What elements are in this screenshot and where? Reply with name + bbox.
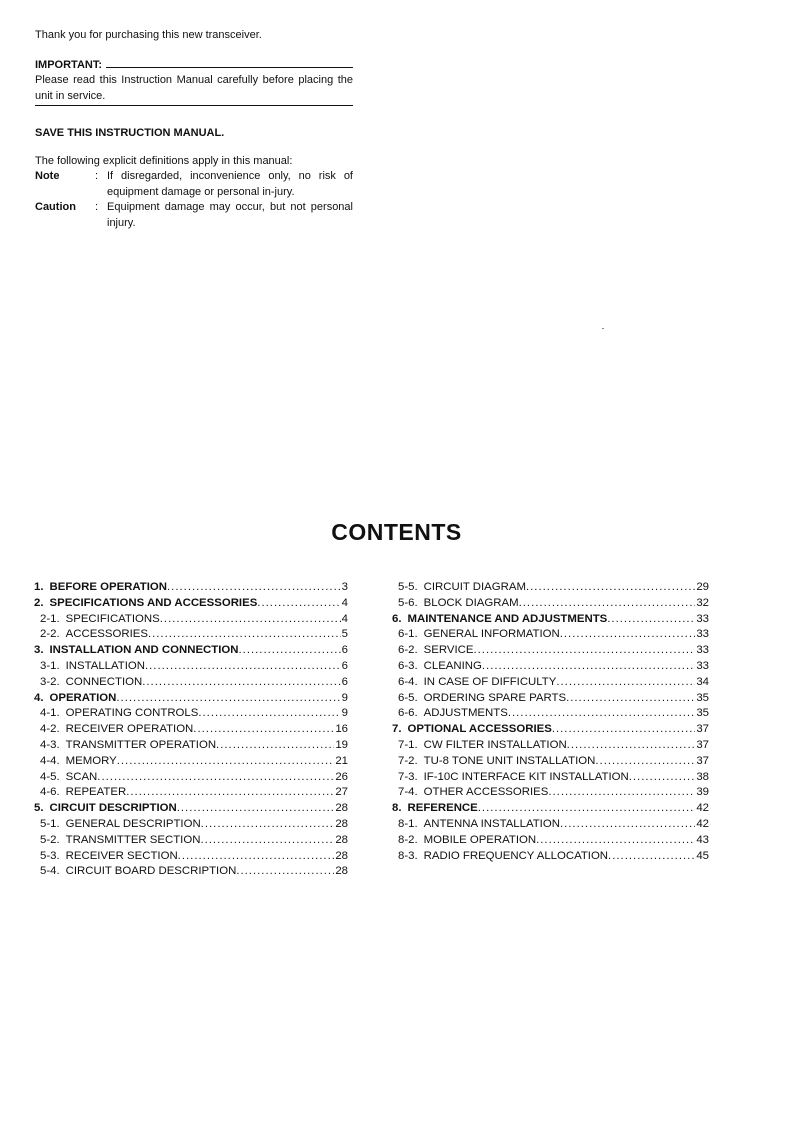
toc-entry-number: 5-3. (40, 849, 60, 862)
toc-entry-page: 28 (335, 817, 348, 830)
toc-entry-label: BLOCK DIAGRAM (423, 596, 519, 609)
toc-entry-page: 35 (696, 707, 709, 720)
toc-entry-label: RECEIVER SECTION (65, 849, 178, 862)
definition-text: If disregarded, inconvenience only, no risk of equipment damage or personal in-jury. (107, 170, 353, 198)
toc-entry-leader (201, 817, 335, 833)
toc-left-column (34, 580, 348, 880)
toc-entry (34, 627, 348, 643)
toc-entry-leader (160, 612, 341, 628)
toc-entry-page: 37 (696, 723, 709, 736)
important-rule (106, 67, 353, 68)
toc-entry (34, 864, 348, 880)
toc-entry-label: CONNECTION (65, 675, 143, 688)
toc-entry-label: CIRCUIT DESCRIPTION (49, 802, 177, 815)
toc-entry-label: TU-8 TONE UNIT INSTALLATION (423, 754, 596, 767)
toc-entry-page: 6 (341, 659, 348, 672)
toc-entry-page: 32 (696, 596, 709, 609)
toc-entry (34, 817, 348, 833)
toc-entry-number: 5-1. (40, 817, 60, 830)
toc-entry (392, 596, 709, 612)
toc-entry (34, 596, 348, 612)
toc-entry-page: 9 (341, 691, 348, 704)
toc-entry-leader (97, 770, 334, 786)
toc-entry-leader (595, 754, 695, 770)
toc-entry (34, 691, 348, 707)
toc-entry-page: 38 (696, 770, 709, 783)
toc-entry-number: 6-4. (398, 675, 418, 688)
toc-entry-leader (478, 801, 696, 817)
toc-entry-page: 16 (335, 723, 348, 736)
toc-entry-number: 7-3. (398, 770, 418, 783)
definition-term: Note (35, 170, 60, 182)
toc-entry (392, 801, 709, 817)
toc-entry-label: TRANSMITTER SECTION (65, 833, 201, 846)
toc-entry-label: MAINTENANCE AND ADJUSTMENTS (407, 612, 608, 625)
toc-entry-leader (198, 706, 340, 722)
toc-entry-label: ACCESSORIES (65, 628, 148, 641)
toc-entry-page: 19 (335, 738, 348, 751)
definition-colon: : (95, 170, 99, 182)
toc-entry-page: 39 (696, 786, 709, 799)
toc-entry-page: 28 (335, 849, 348, 862)
toc-entry (34, 643, 348, 659)
toc-entry-leader (526, 580, 695, 596)
toc-entry-number: 8-2. (398, 833, 418, 846)
toc-entry-page: 28 (335, 802, 348, 815)
toc-entry-leader (519, 596, 696, 612)
toc-entry-page: 43 (696, 833, 709, 846)
toc-entry (34, 801, 348, 817)
toc-entry-leader (236, 864, 334, 880)
toc-entry (392, 612, 709, 628)
toc-entry-number: 4-3. (40, 738, 60, 751)
toc-entry-label: ORDERING SPARE PARTS (423, 691, 567, 704)
contents-title: CONTENTS (331, 519, 462, 545)
definition-term: Caution (35, 201, 76, 213)
toc-entry-page: 33 (696, 659, 709, 672)
toc-entry-leader (148, 627, 341, 643)
toc-entry-leader (560, 627, 696, 643)
definition-caution (35, 200, 353, 231)
toc-entry-label: IF-10C INTERFACE KIT INSTALLATION (423, 770, 629, 783)
toc-entry (392, 722, 709, 738)
toc-entry-page: 4 (341, 596, 348, 609)
toc-entry-number: 6-6. (398, 707, 418, 720)
toc-entry-label: RECEIVER OPERATION (65, 723, 194, 736)
definition-text: Equipment damage may occur, but not personal injury. (107, 201, 353, 229)
toc-entry (392, 580, 709, 596)
toc-entry-leader (216, 738, 334, 754)
intro-section (35, 28, 353, 231)
toc-entry-leader (116, 691, 340, 707)
toc-entry-page: 4 (341, 612, 348, 625)
toc-entry-page: 42 (696, 802, 709, 815)
scan-speck (602, 328, 604, 329)
toc-entry-leader (117, 754, 335, 770)
toc-entry-number: 4-6. (40, 786, 60, 799)
toc-entry (34, 659, 348, 675)
toc-entry-number: 6-5. (398, 691, 418, 704)
toc-entry-label: SCAN (65, 770, 98, 783)
toc-entry-label: RADIO FREQUENCY ALLOCATION (423, 849, 609, 862)
toc-entry-number: 2. (34, 596, 44, 609)
toc-entry-label: OTHER ACCESSORIES (423, 786, 549, 799)
toc-entry-number: 7-4. (398, 786, 418, 799)
toc-entry-leader (556, 675, 695, 691)
toc-entry-label: OPTIONAL ACCESSORIES (407, 723, 552, 736)
toc-entry-number: 7-2. (398, 754, 418, 767)
thank-you-text: Thank you for purchasing this new transceiver. (35, 29, 262, 41)
toc-entry-number: 4-4. (40, 754, 60, 767)
toc-entry-page: 33 (696, 612, 709, 625)
toc-entry-page: 37 (696, 754, 709, 767)
toc-entry-leader (167, 580, 341, 596)
toc-entry (392, 770, 709, 786)
toc-entry-page: 29 (696, 581, 709, 593)
toc-entry-number: 2-2. (40, 628, 60, 641)
toc-entry-number: 5-6. (398, 596, 418, 609)
toc-entry (34, 849, 348, 865)
toc-entry-page: 27 (335, 786, 348, 799)
definitions-intro: The following explicit definitions apply in this manual: (35, 154, 293, 167)
toc-entry (392, 754, 709, 770)
toc-entry-number: 6. (392, 612, 402, 625)
toc-entry-leader (177, 801, 335, 817)
toc-entry-leader (257, 596, 340, 612)
toc-entry-label: CIRCUIT BOARD DESCRIPTION (65, 865, 237, 878)
toc-entry (392, 817, 709, 833)
toc-entry-number: 4-2. (40, 723, 60, 736)
toc-entry-label: INSTALLATION AND CONNECTION (49, 644, 239, 657)
toc-entry (34, 754, 348, 770)
toc-entry-page: 9 (341, 707, 348, 720)
toc-entry-page: 21 (335, 754, 348, 767)
toc-entry (34, 785, 348, 801)
toc-entry-label: CLEANING (423, 659, 482, 672)
toc-entry-leader (238, 643, 340, 659)
toc-right-column (392, 580, 709, 864)
toc-entry-page: 37 (696, 738, 709, 751)
toc-entry-leader (629, 770, 696, 786)
toc-entry-number: 8. (392, 802, 402, 815)
toc-entry-number: 3. (34, 644, 44, 657)
toc-entry-page: 3 (341, 581, 348, 593)
toc-entry-number: 3-1. (40, 659, 60, 672)
toc-entry-label: CW FILTER INSTALLATION (423, 738, 567, 751)
toc-entry-leader (548, 785, 695, 801)
important-label: IMPORTANT: (35, 58, 103, 71)
toc-entry (392, 706, 709, 722)
toc-entry-number: 5. (34, 802, 44, 815)
toc-entry-number: 1. (34, 581, 44, 593)
toc-entry-label: TRANSMITTER OPERATION (65, 738, 217, 751)
toc-entry-number: 3-2. (40, 675, 60, 688)
toc-entry-leader (552, 722, 696, 738)
toc-entry-label: SPECIFICATIONS (65, 612, 160, 625)
toc-entry-page: 5 (341, 628, 348, 641)
toc-entry-number: 4-1. (40, 707, 60, 720)
toc-entry (34, 722, 348, 738)
toc-entry-page: 34 (696, 675, 709, 688)
toc-entry-label: INSTALLATION (65, 659, 145, 672)
toc-entry-leader (536, 833, 695, 849)
toc-entry (34, 738, 348, 754)
toc-entry (34, 612, 348, 628)
toc-entry-leader (482, 659, 695, 675)
toc-entry (392, 833, 709, 849)
toc-entry-page: 28 (335, 865, 348, 878)
toc-entry-label: ADJUSTMENTS (423, 707, 508, 720)
toc-entry (392, 691, 709, 707)
toc-entry (392, 627, 709, 643)
toc-entry-label: ANTENNA INSTALLATION (423, 817, 560, 830)
toc-entry-leader (560, 817, 695, 833)
toc-entry-number: 4. (34, 691, 44, 704)
definition-note (35, 169, 353, 200)
toc-entry-leader (142, 675, 340, 691)
toc-entry (392, 849, 709, 865)
toc-entry-number: 5-2. (40, 833, 60, 846)
toc-entry-page: 33 (696, 644, 709, 657)
toc-entry-page: 6 (341, 644, 348, 657)
toc-entry (34, 580, 348, 596)
toc-entry-label: GENERAL DESCRIPTION (65, 817, 201, 830)
toc-entry-label: REFERENCE (407, 802, 478, 815)
toc-entry-number: 6-2. (398, 644, 418, 657)
toc-entry (34, 770, 348, 786)
toc-entry-label: SERVICE (423, 644, 474, 657)
toc-entry-number: 6-1. (398, 628, 418, 641)
toc-entry-page: 33 (696, 628, 709, 641)
toc-entry-leader (200, 833, 334, 849)
toc-entry-leader (566, 691, 695, 707)
toc-entry-number: 5-5. (398, 581, 418, 593)
toc-entry-label: OPERATION (49, 691, 117, 704)
toc-entry-label: CIRCUIT DIAGRAM (423, 581, 526, 593)
toc-entry-label: IN CASE OF DIFFICULTY (423, 675, 557, 688)
toc-entry-leader (126, 785, 334, 801)
toc-entry-leader (508, 706, 696, 722)
important-text: Please read this Instruction Manual carefully before placing the unit in service. (35, 73, 353, 106)
toc-entry-page: 28 (335, 833, 348, 846)
toc-entry-number: 7. (392, 723, 402, 736)
toc-entry-label: REPEATER (65, 786, 127, 799)
toc-entry-leader (145, 659, 341, 675)
save-manual-text: SAVE THIS INSTRUCTION MANUAL. (35, 127, 225, 139)
toc-entry-page: 6 (341, 675, 348, 688)
toc-entry-number: 4-5. (40, 770, 60, 783)
toc-entry (34, 706, 348, 722)
toc-entry-number: 6-3. (398, 659, 418, 672)
definition-colon: : (95, 201, 99, 213)
toc-entry-number: 8-3. (398, 849, 418, 862)
toc-entry (392, 785, 709, 801)
toc-entry-label: MEMORY (65, 754, 117, 767)
toc-entry-number: 2-1. (40, 612, 60, 625)
toc-entry (34, 675, 348, 691)
toc-entry (34, 833, 348, 849)
toc-entry-leader (178, 849, 335, 865)
toc-entry (392, 643, 709, 659)
toc-entry-page: 42 (696, 817, 709, 830)
toc-entry-label: BEFORE OPERATION (49, 581, 167, 593)
toc-entry-number: 8-1. (398, 817, 418, 830)
toc-entry-leader (473, 643, 695, 659)
toc-entry-page: 45 (696, 849, 709, 862)
toc-entry-number: 7-1. (398, 738, 418, 751)
toc-entry-leader (193, 722, 334, 738)
toc-entry-label: OPERATING CONTROLS (65, 707, 199, 720)
toc-entry-leader (607, 612, 695, 628)
toc-entry-label: SPECIFICATIONS AND ACCESSORIES (49, 596, 258, 609)
toc-entry (392, 738, 709, 754)
toc-entry (392, 675, 709, 691)
toc-entry-page: 35 (696, 691, 709, 704)
toc-entry-leader (608, 849, 695, 865)
toc-entry (392, 659, 709, 675)
toc-entry-label: MOBILE OPERATION (423, 833, 537, 846)
toc-entry-page: 26 (335, 770, 348, 783)
toc-entry-leader (567, 738, 696, 754)
important-heading (35, 58, 353, 74)
toc-entry-number: 5-4. (40, 865, 60, 878)
toc-entry-label: GENERAL INFORMATION (423, 628, 560, 641)
